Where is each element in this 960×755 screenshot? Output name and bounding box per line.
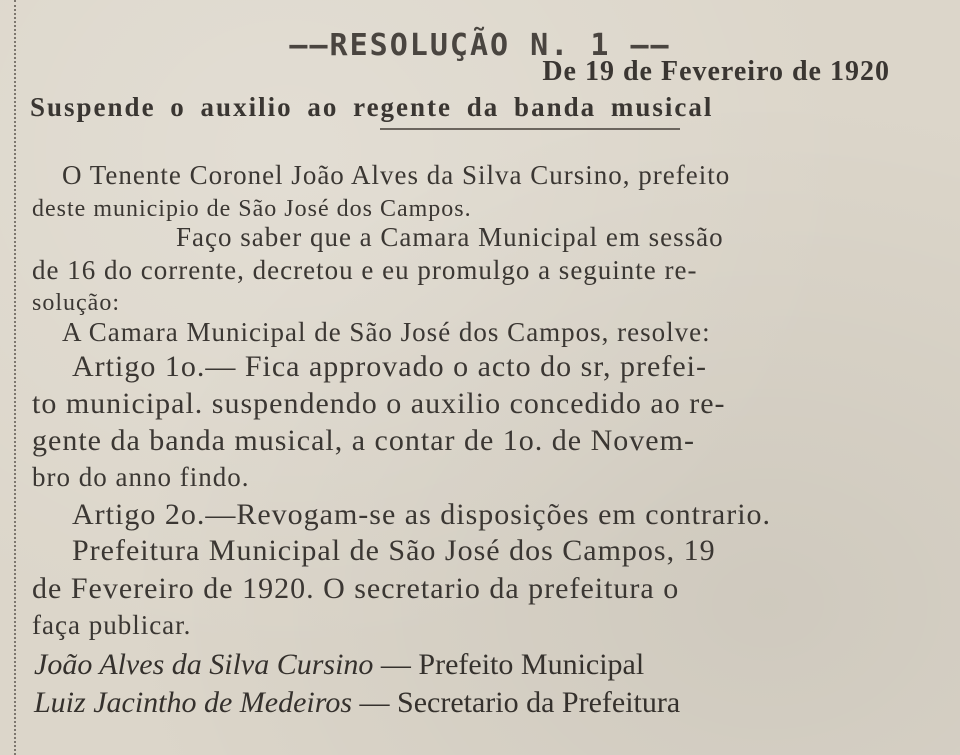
body-line: faça publicar.: [32, 610, 192, 640]
signature-mayor: [34, 648, 644, 682]
body-line: Prefeitura Municipal de São José dos Campos, 19: [72, 534, 716, 567]
resolution-subtitle: Suspende o auxilio ao regente da banda musical: [30, 92, 714, 122]
body-line: bro do anno findo.: [32, 462, 250, 492]
body-line: to municipal. suspendendo o auxilio concedido ao re-: [32, 387, 726, 420]
resolution-date: De 19 de Fevereiro de 1920: [542, 56, 890, 87]
body-line: de 16 do corrente, decretou e eu promulgo a seguinte re-: [32, 255, 698, 285]
signature-name: João Alves da Silva Cursino: [34, 648, 374, 681]
signature-separator: —: [373, 648, 419, 681]
body-line: gente da banda musical, a contar de 1o. de Novem-: [32, 424, 695, 457]
signature-name: Luiz Jacintho de Medeiros: [34, 686, 353, 719]
signature-role: Secretario da Prefeitura: [397, 686, 681, 719]
body-line: deste municipio de São José dos Campos.: [32, 196, 472, 222]
body-line: Faço saber que a Camara Municipal em sessão: [176, 222, 724, 252]
body-line: Artigo 1o.— Fica approvado o acto do sr, prefei-: [72, 350, 707, 383]
body-line: A Camara Municipal de São José dos Campos, resolve:: [62, 317, 711, 347]
body-line: Artigo 2o.—Revogam-se as disposições em contrario.: [72, 498, 772, 531]
body-line: solução:: [32, 290, 120, 316]
body-line: de Fevereiro de 1920. O secretario da prefeitura o: [32, 572, 680, 605]
body-line: O Tenente Coronel João Alves da Silva Cursino, prefeito: [62, 160, 731, 190]
resolution-title: ——RESOLUÇÃO N. 1 ——: [289, 28, 671, 63]
signature-role: Prefeito Municipal: [418, 648, 645, 681]
column-divider: [14, 0, 16, 755]
signature-secretary: [34, 686, 680, 720]
signature-separator: —: [352, 686, 398, 719]
heading-underline: [380, 128, 680, 130]
